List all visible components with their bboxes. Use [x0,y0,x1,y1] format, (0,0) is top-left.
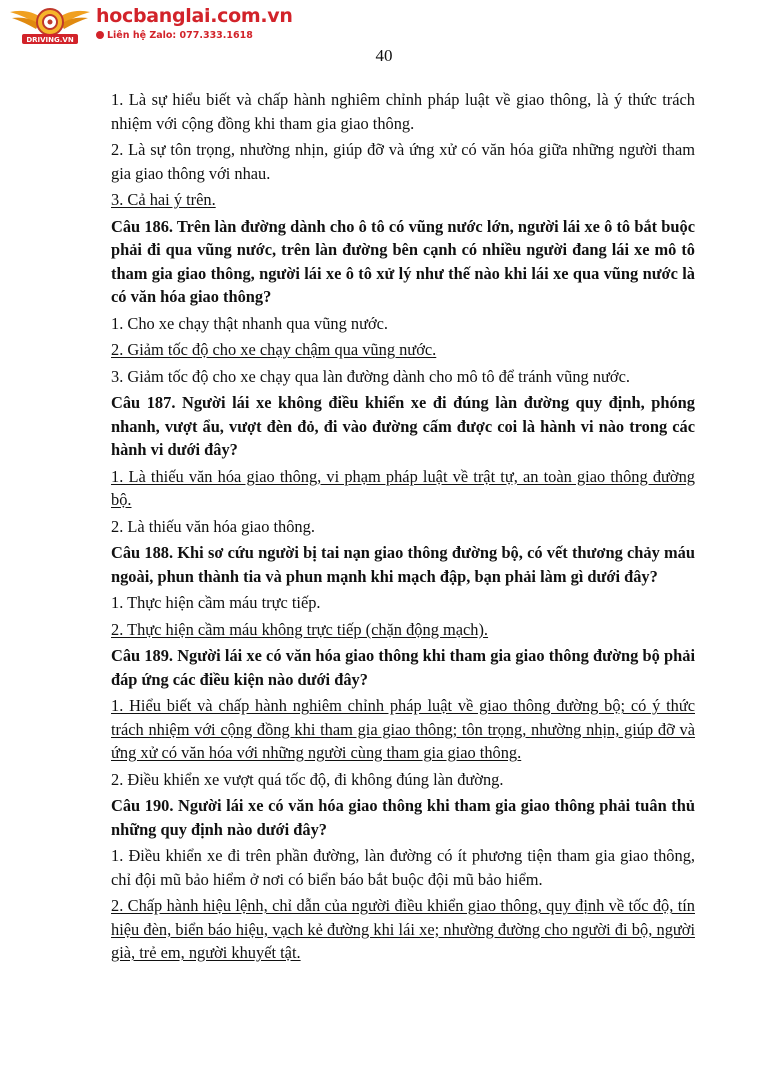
driving-emblem-icon [8,4,92,46]
answer-option: 1. Là sự hiểu biết và chấp hành nghiêm chỉnh pháp luật về giao thông, là ý thức trách nhiệm với cộng đồng khi tham gia giao thông. [111,90,695,133]
answer-option: 1. Cho xe chạy thật nhanh qua vũng nước. [111,313,389,333]
site-logo [8,4,293,48]
logo-domain: hocbanglai.com.vn [96,5,293,27]
question-text: Câu 189. Người lái xe có văn hóa giao thông khi tham gia giao thông đường bộ phải đáp ứng các điều kiện nào dưới đây? [111,646,695,689]
answer-option: 1. Thực hiện cầm máu trực tiếp. [111,593,321,612]
page-number: 40 [375,46,393,65]
question-text: Câu 186. Trên làn đường dành cho ô tô có vũng nước lớn, người lái xe ô tô bắt buộc phải đi qua vũng nước, trên làn đường bên cạnh có nhiều người đang lái xe mô tô tham gia giao thông, người lái xe ô tô xử lý như thế nào khi lái xe qua vũng nước là có văn hóa giao thông? [111,216,695,306]
question-text: Câu 190. Người lái xe có văn hóa giao thông khi tham gia giao thông phải tuân thủ những quy định nào dưới đây? [111,796,695,839]
question-text: Câu 188. Khi sơ cứu người bị tai nạn giao thông đường bộ, có vết thương chảy máu ngoài, phun thành tia và phun mạnh khi mạch đập, bạn phải làm gì dưới đây? [111,543,695,586]
correct-answer-option: 2. Giảm tốc độ cho xe chạy chậm qua vũng nước. [111,340,437,359]
correct-answer-option: 1. Là thiếu văn hóa giao thông, vi phạm pháp luật về trật tự, an toàn giao thông đường bộ. [111,466,695,509]
answer-option: 2. Là thiếu văn hóa giao thông. [111,516,315,536]
answer-option: 2. Điều khiển xe vượt quá tốc độ, đi không đúng làn đường. [111,769,504,789]
phone-icon [96,31,104,39]
correct-answer-option: 2. Thực hiện cầm máu không trực tiếp (chặn động mạch). [111,619,489,639]
answer-option: 2. Là sự tôn trọng, nhường nhịn, giúp đỡ và ứng xử có văn hóa giữa những người tham gia giao thông với nhau. [111,140,695,183]
logo-contact [96,30,253,41]
answer-option: 3. Giảm tốc độ cho xe chạy qua làn đường dành cho mô tô để tránh vũng nước. [111,366,630,386]
logo-contact-text: Liên hệ Zalo: 077.333.1618 [107,30,253,41]
correct-answer-option: 2. Chấp hành hiệu lệnh, chỉ dẫn của người điều khiển giao thông, quy định về tốc độ, tín hiệu đèn, biển báo hiệu, vạch kẻ đường khi lái xe; nhường đường cho người đi bộ, người già, trẻ em, người khuyết tật. [111,896,695,962]
document-body [111,88,695,968]
correct-answer-option: 3. Cả hai ý trên. [111,190,216,209]
correct-answer-option: 1. Hiểu biết và chấp hành nghiêm chỉnh pháp luật về giao thông đường bộ; có ý thức trách nhiệm với cộng đồng khi tham gia giao thông; tôn trọng, nhường nhịn, giúp đỡ và ứng xử có văn hóa với những người cùng tham gia giao thông. [111,696,695,762]
emblem-text: DRIVING.VN [26,36,74,44]
answer-option: 1. Điều khiển xe đi trên phần đường, làn đường có ít phương tiện tham gia giao thông, chỉ đội mũ bảo hiểm ở nơi có biển báo bắt buộc đội mũ bảo hiểm. [111,846,695,889]
question-text: Câu 187. Người lái xe không điều khiển xe đi đúng làn đường quy định, phóng nhanh, vượt ẩu, vượt đèn đỏ, đi vào đường cấm được coi là hành vi nào trong các hành vi dưới đây? [111,393,695,459]
